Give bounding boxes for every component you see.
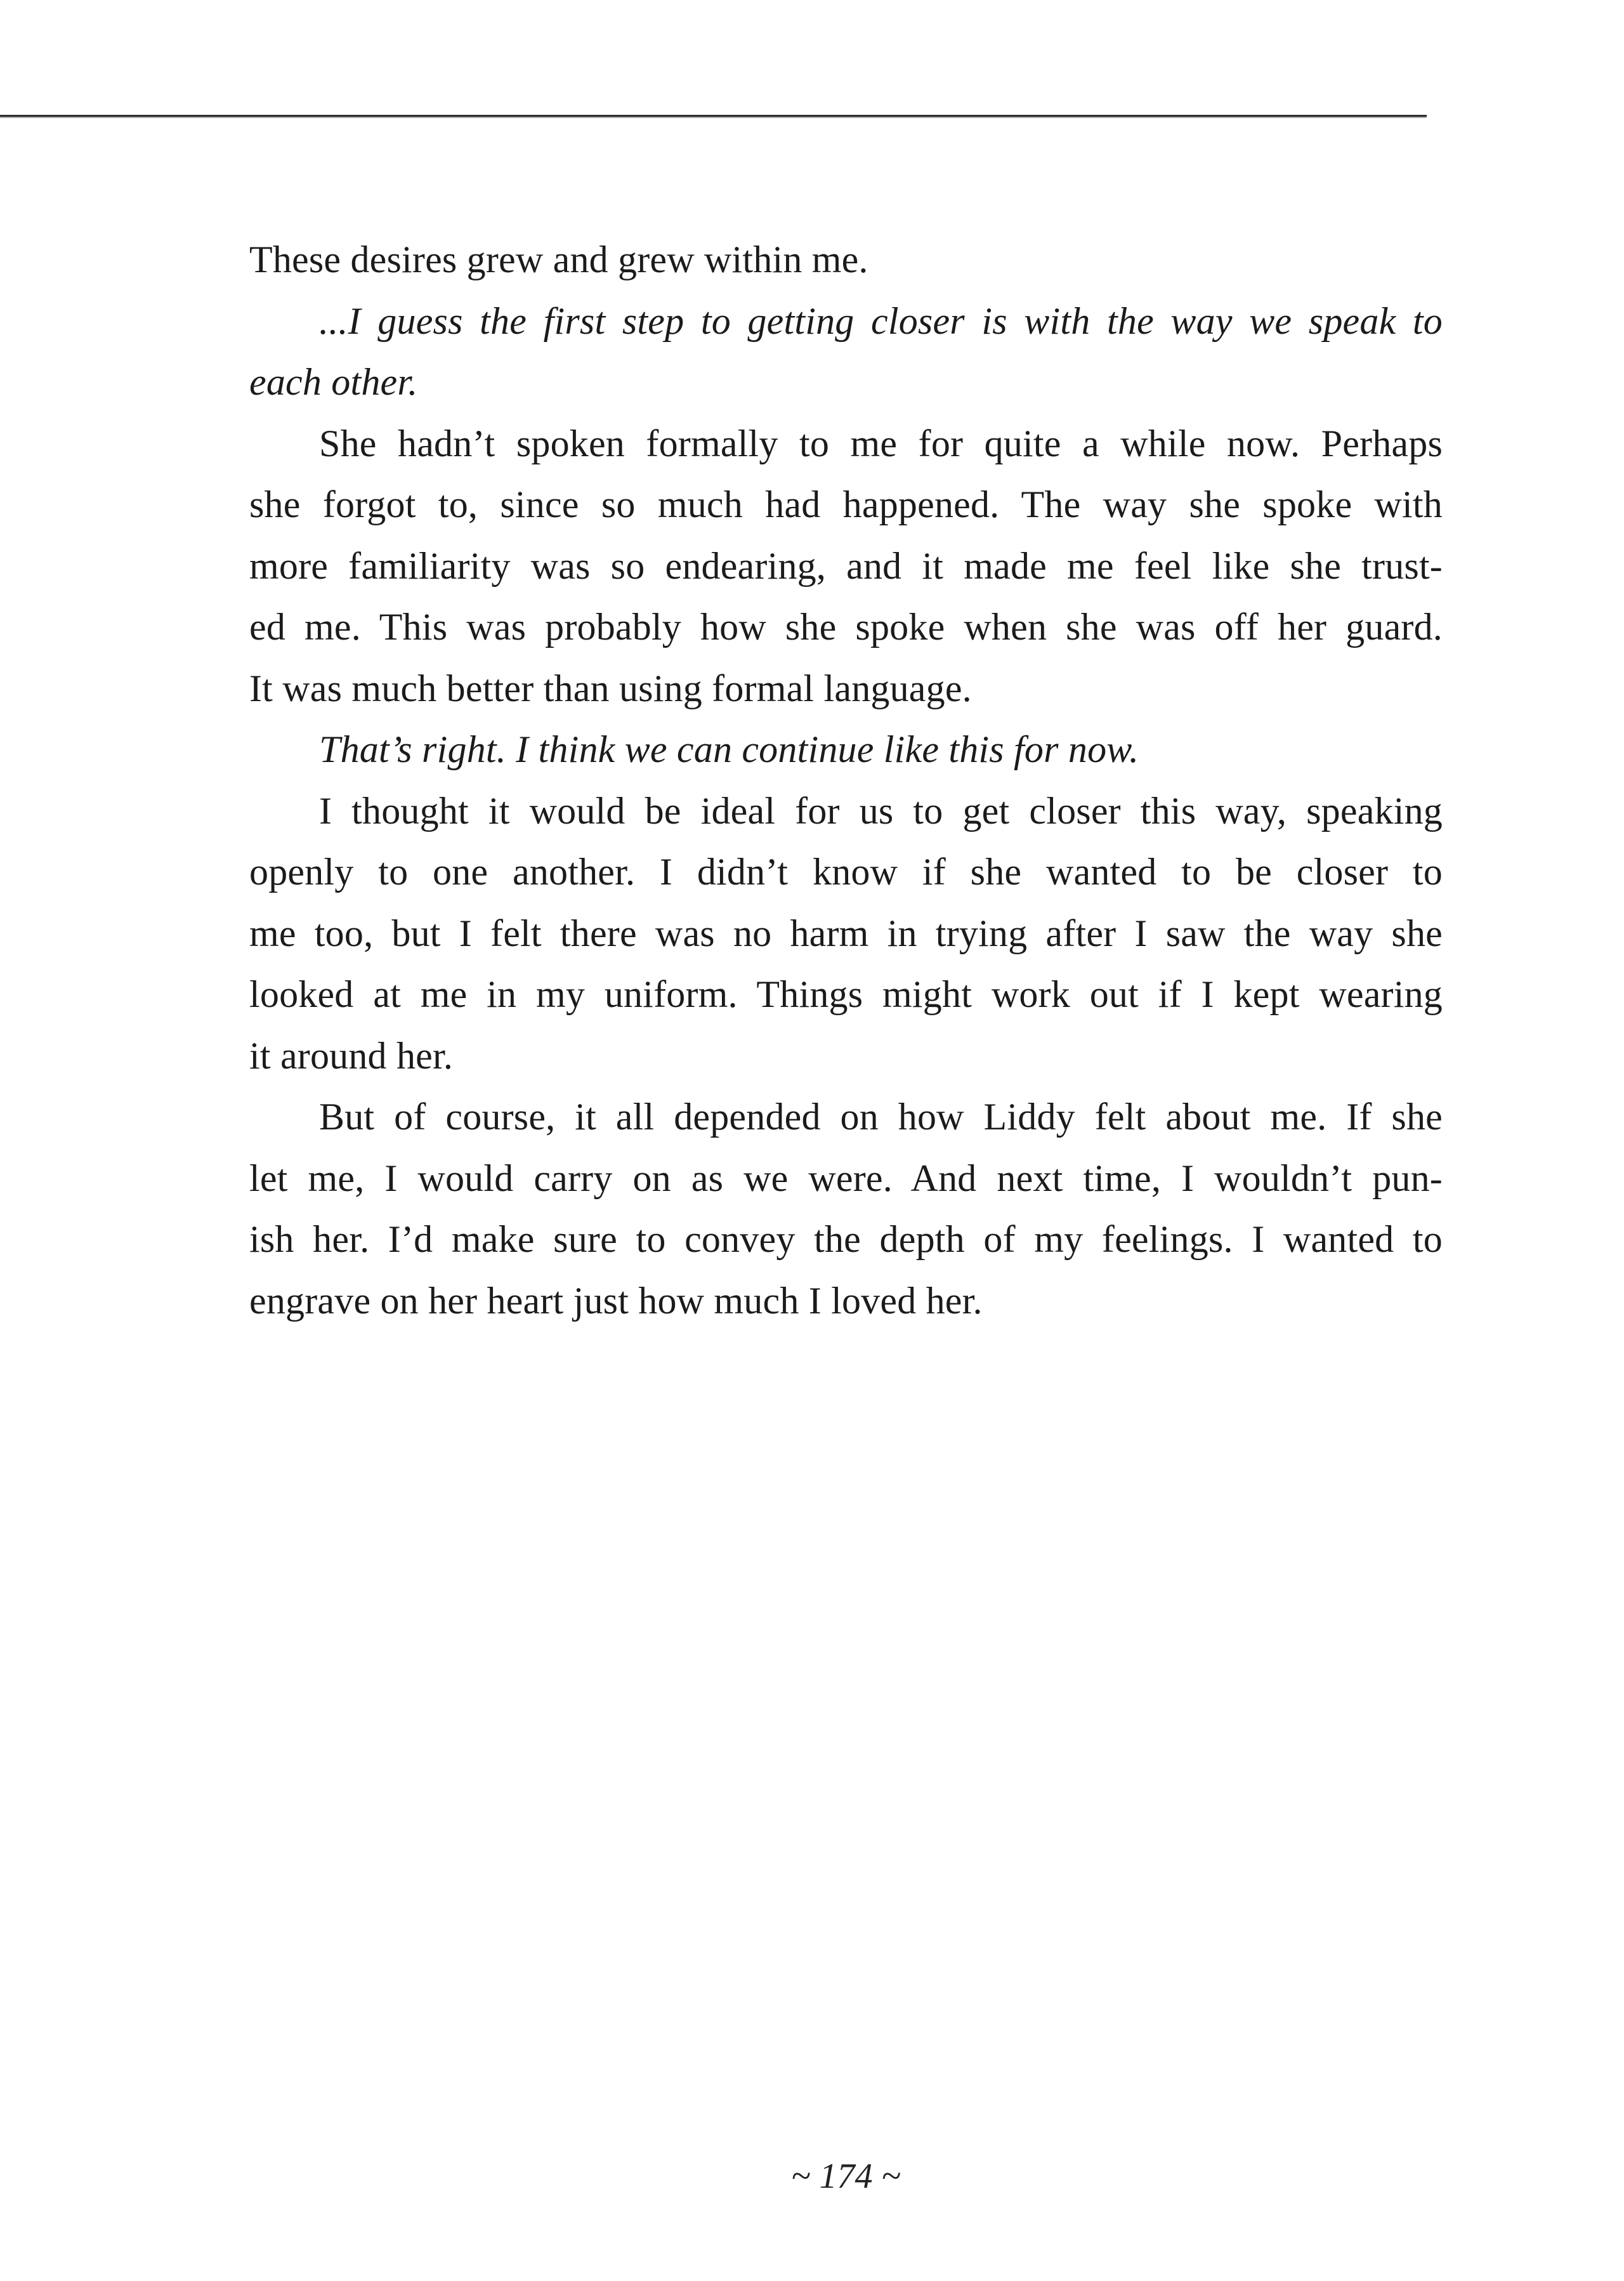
text-line: These desires grew and grew within me. [249,239,868,280]
header-rule [0,115,1427,118]
text-line: But of course, it all depended on how Liddy felt about me. If she [319,1096,1443,1138]
text-line: ...I guess the first step to getting closer is with the way we speak to [319,299,1443,342]
text-line: That’s right. I think we can continue like this for now. [319,728,1139,770]
text-line: it around her. [249,1034,454,1077]
text-line: let me, I would carry on as we were. And next time, I wouldn’t pun- [249,1157,1443,1199]
text-line: she forgot to, since so much had happened. The way she spoke with [249,483,1443,525]
text-line: looked at me in my uniform. Things might work out if I kept wearing [249,973,1443,1015]
text-line: ish her. I’d make sure to convey the depth of my feelings. I wanted to [249,1218,1443,1260]
text-line: It was much better than using formal language. [249,667,972,709]
text-line: openly to one another. I didn’t know if she wanted to be closer to [249,851,1443,893]
text-line: engrave on her heart just how much I loved her. [249,1279,983,1322]
text-line: more familiarity was so endearing, and it made me feel like she trust- [249,544,1443,587]
text-line: me too, but I felt there was no harm in trying after I saw the way she [249,912,1443,954]
text-line: each other. [249,361,418,403]
text-line: ed me. This was probably how she spoke when she was off her guard. [249,606,1443,648]
page-number: ~ 174 ~ [791,2157,901,2196]
text-line: I thought it would be ideal for us to get closer this way, speaking [319,789,1443,832]
body-text [249,229,1443,1331]
text-line: She hadn’t spoken formally to me for quite a while now. Perhaps [319,422,1443,464]
